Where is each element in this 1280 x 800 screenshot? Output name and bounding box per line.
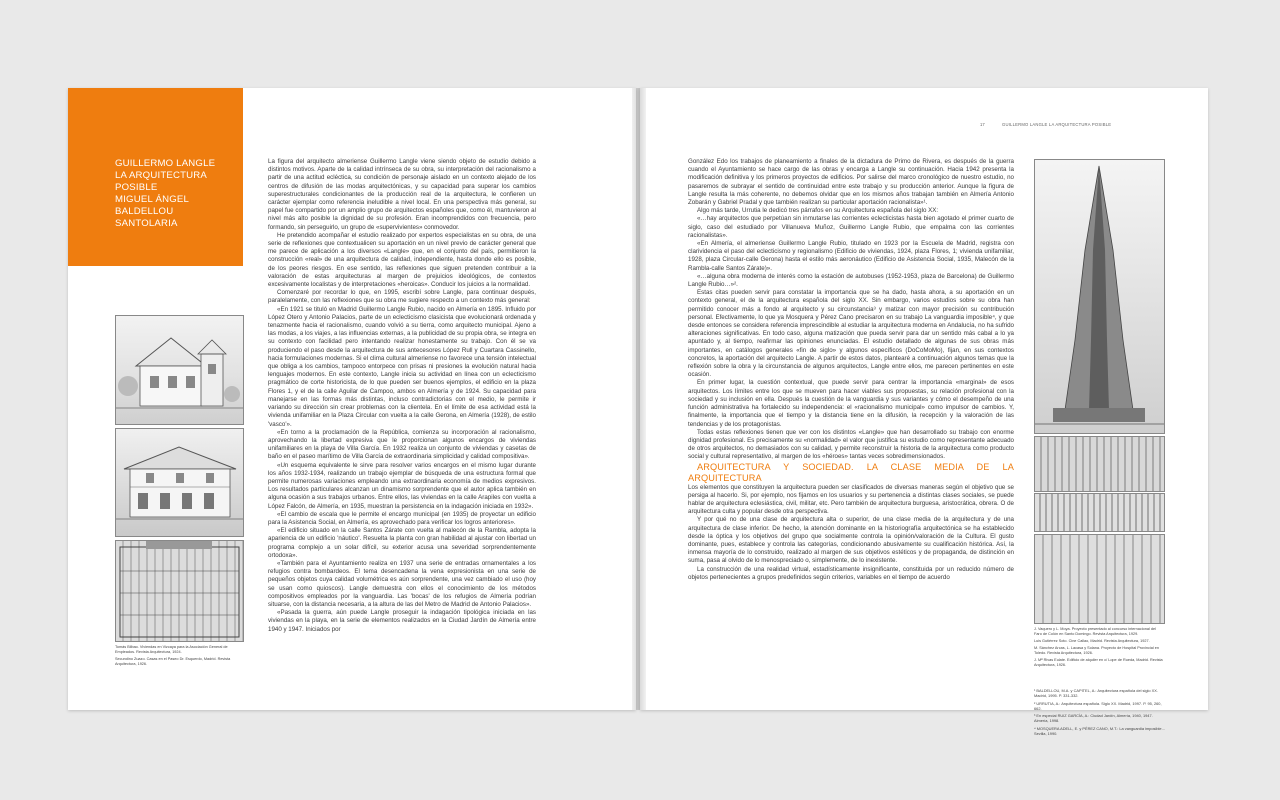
footnote: ⁴ MOSQUERA ADELL, E. y PÉREZ CANO, M.T.: La vanguardia imposible… Sevilla, 1990. [1034, 725, 1166, 736]
caption: Luis Gutiérrez Soto. Cine Callao, Madrid. Revista Arquitectura, 1927. [1034, 639, 1150, 643]
paragraph: González Edo los trabajos de planeamiento a finales de la dictadura de Primo de Rivera, es después de la guerra cuando el Ayuntamiento se hace cargo de las obras y encarga a Langle su continuación. Hacia 1942 presenta la modificación definitiva y los primeros proyectos de edificios. Por salirse del marco cronológico de nuestro estudio, no pasaremos de subrayar el sentido de continuidad entre este trabajo y su producción anterior. Aunque la figura de Langle resulta la más coherente, no debemos olvidar que en los mismos años trabajan también en Almería Antonio Zobarán y Gabriel Pradal y que también realizan su particular aportación racionalista»¹. [688, 158, 1014, 207]
right-body-text [688, 158, 1014, 582]
author-line: SANTOLARIA [115, 218, 178, 229]
illustration-hospital-toledo [1034, 493, 1165, 532]
paragraph: Y por qué no de una clase de arquitectura alta o superior, de una clase media de la arquitectura y de una arquitectura de clase inferior. De hecho, la atención dominante en la historiografía arquitectónica se ha establecido desde la óptica y los objetivos del grupo que socialmente controla la opinión/valoración de la Cultura. El gusto dominante, pues, establece y controla las categorías, condicionando abusivamente su cualificación histórica. Así, la inmensa mayoría de lo construido, realizado al margen de sus objetivos estéticos y de propaganda, de distinción en suma, pasa al olvido de lo menospreciado o, simplemente, de lo inexistente. [688, 516, 1014, 565]
footnote: ² URRUTIA, A.: Arquitectura española. Siglo XX. Madrid, 1997. P. 95, 260, 662. [1034, 700, 1162, 711]
paragraph: «…hay arquitectos que perpetúan sin inmutarse las corrientes eclecticistas hasta bien agotado el primer cuarto de siglo, caso del estudiado por Villanueva Muñoz, Guillermo Langle Rubio, que empalma con las corrientes racionalistas». [688, 215, 1014, 239]
title-block [68, 88, 243, 266]
paragraph: He pretendido acompañar el estudio realizado por expertos especialistas en su obra, de una serie de reflexiones que contextualicen su aportación en un nivel previo de carácter general que me parece de aplicación a los diversos «Langle» que, en el conjunto del país, permitieron la construcción «real» de una arquitectura de calidad, independiente, hasta donde ello es posible, de los peores riesgos. En ese sentido, las reflexiones que siguen pretenden contribuir a la valoración de estas arquitecturas al margen de prejuicios ideológicos, de contextos excesivamente localistas y de interpretaciones «heroicas». Conducir los juicios a la normalidad. [268, 231, 536, 289]
left-page [68, 88, 636, 710]
paragraph: Estas citas pueden servir para constatar la importancia que se ha dado, hasta ahora, a su aportación en un contexto general, el de la arquitectura española del siglo XX. Sin embargo, varios estudios sobre su obra han permitido conocer más a fondo al arquitecto y su circunstancia³ y matizar con mayor precisión su contribución personal. Efectivamente, lo que ya Mosquera y Pérez Cano precisaron en su trabajo La vanguardia imposible⁴, y que desde entonces se considera referencia imprescindible al estudiar la arquitectura moderna en Andalucía, no ha sufrido alteraciones significativas. En todo caso, alguna matización que pueda servir para dar un sentido más cabal a lo ya apuntado y, al tiempo, reafirmar las opiniones enunciadas. El estudio detallado de algunas de sus obras más importantes, en catálogos generales «fin de siglo» y algunos específicos (DoCoMoMo), fijan, en sus contextos concretos, la aportación del arquitecto Langle. A partir de estos datos, plantearé a continuación algunos temas que la reflexión sobre la obra y la circunstancia de algunos arquitectos, Langle entre ellos, me parecen pertinentes en este ocasión. [688, 289, 1014, 379]
caption: Tomás Bilbao. Viviendas en Vizcaya para la Asociación General de Empleados. Revista Arquitectura, 1924. [115, 645, 228, 654]
paragraph: «En 1921 se tituló en Madrid Guillermo Langle Rubio, nacido en Almería en 1895. Influido por López Otero y Antonio Palacios, parte de un eclecticismo clasicista que evolucionará ordenada y tenazmente hacia el racionalismo, cuando volvió a su tierra, como arquitecto municipal. Ajeno a las modas, a los viajes, a las influencias externas, a la publicidad de su propia obra, se integra en su contexto con facilidad pero intentando realizar honestamente su trabajo. Con él se va produciendo el paso desde la arquitectura de sus antecesores López Rull y Cuartara Cassinello, hacia formulaciones modernas. Si el clima cultural almeriense no favorece una tensión intelectual que obliga a los cambios, tampoco entorpece con prisas ni presiones la evolución natural hacia lenguajes modernos. En este contexto, Langle inicia su actividad en línea con un eclecticismo pragmático de corte historicista, de lo que pueden ser buenos ejemplos, el edificio en la plaza Flores 1, y el de la calle Aguilar de Campoo, ambos en Almería y de 1924. Su capacidad para manejarse en las formas más distintas, incluso contradictorias con el medio, le permite ir variando su dirección sin crear problemas con la clientela. En el límite de esa actividad está la vivienda unifamiliar en la Plaza Circular con vuelta a la calle Gerona, en Almería (1928), de estilo 'vasco'». [268, 305, 536, 428]
building-facade-icon [116, 541, 243, 641]
illustration-edificio-alquiler [1034, 534, 1165, 624]
footnote: ¹ BALDELLOU, M.A. y CAPITEL, A.: Arquitectura española del siglo XX. Madrid, 1995. P. 331-332. [1034, 688, 1158, 698]
house-drawing-icon [116, 316, 243, 424]
paragraph: La construcción de una realidad virtual, estadísticamente insignificante, constituida por un reducido número de objetos pertenecientes a grupos predefinidos según criterios, variables en el tiempo de acuerdo [688, 565, 1014, 581]
paragraph: Los elementos que constituyen la arquitectura pueden ser clasificados de diversas maneras según el objetivo que se persiga al hacerlo. Si, por ejemplo, nos fijamos en los usuarios y su pertenencia a distintas clases sociales, se puede hablar de arquitectura eclesiástica, civil, militar, etc. Pero también de arquitectura burguesa, aristocrática, obrera. O de arquitectura culta y popular desde otra perspectiva. [688, 483, 1014, 516]
running-header: GUILLERMO LANGLE LA ARQUITECTURA POSIBLE [1002, 122, 1112, 127]
paragraph: Todas estas reflexiones tienen que ver con los distintos «Langle» que han desarrollado su trabajo con enorme dignidad profesional. Es precisamente su «normalidad» el valor que justifica su estudio como representante adecuado de otros arquitectos, no demasiados con su calidad, y permite reconstruir la historia de la arquitectura como producto social y cultural representativo, al margen de los «héroes» tantas veces sobredimensionados. [688, 428, 1014, 461]
author-line: MIGUEL ÁNGEL BALDELLOU [115, 194, 189, 217]
page-number: 17 [980, 122, 985, 127]
paragraph: «También para el Ayuntamiento realiza en 1937 una serie de entradas ornamentales a los refugios contra bombardeos. El tema desencadena la vena expresionista en una serie de pequeños objetos cuya calidad volumétrica es aún sorprendente, una vez cambiado el uso (hoy se usan como quioscos). Langle demuestra con ellos el conocimiento de los métodos compositivos empleados por la vanguardia. Las 'bocas' de los refugios de Almería podrían situarse, con la distancia necesaria, a la altura de las del Metro de Madrid de Antonio Palacios». [268, 559, 536, 608]
paragraph: «En torno a la proclamación de la República, comienza su incorporación al racionalismo, aprovechando la libertad expresiva que le proporcionan algunos encargos de viviendas unifamiliares en la playa de Villa García. En 1932 realiza un conjunto de viviendas y casetas de baño en el paseo marítimo de Villa García de extraordinaria simplicidad y calidad compositiva». [268, 428, 536, 461]
caption: M. Sánchez Arcas, L. Lacasa y Solana. Proyecto de Hospital Provincial en Toledo. Revista Arquitectura, 1926. [1034, 646, 1159, 655]
illustration-apartment-building [115, 540, 244, 642]
title-line: LA ARQUITECTURA POSIBLE [115, 170, 207, 193]
paragraph: «El cambio de escala que le permite el encargo municipal (en 1935) de proyectar un edificio para la Asistencia Social, en Almería, es aprovechado para verificar los logros anteriores». [268, 510, 536, 526]
book-gutter [632, 88, 646, 710]
paragraph: «Un esquema equivalente le sirve para resolver varios encargos en el mismo lugar durante los años 1932-1934, realizando un trabajo ejemplar de búsqueda de una estructura formal que permite numerosas variaciones empleando una extraordinaria economía de medios expresivos. Los resultados particulares alcanzan un dinamismo sorprendente que el autor aplica también en alguna ocasión a sus trabajos urbanos. Entre ellos, las viviendas en la calle Arapiles con vuelta a López Falcón, de Almería, en 1935, muestran la persistencia en la indagación iniciada en 1932». [268, 461, 536, 510]
illustration-house-esquerdo [115, 428, 244, 537]
left-captions [115, 645, 243, 669]
villa-drawing-icon [116, 429, 243, 536]
illustration-faro-colon [1034, 159, 1165, 434]
footnote: ³ En especial RUIZ GARCÍA, A.: Ciudad Jardín, Almería, 1940, 1947. Almería, 1998. [1034, 713, 1153, 723]
paragraph: «Pasada la guerra, aún puede Langle proseguir la indagación tipológica iniciada en las viviendas en la playa, en la serie de elementos realizados en la Ciudad Jardín de Almería entre 1940 y 1947. Iniciados por [268, 609, 536, 633]
paragraph: «En Almería, el almeriense Guillermo Langle Rubio, titulado en 1923 por la Escuela de Madrid, registra con clarividencia el paso del eclecticismo y regionalismo (Edificio de viviendas, 1924, plaza Flores, 1; vivienda unifamiliar, 1928, plaza Circular-calle Gerona) hasta el estilo más aeronáutico (Edificio de Asistencia Social, 1935, Malecón de la Rambla-calle Santos Zárate)». [688, 240, 1014, 272]
paragraph: «El edificio situado en la calle Santos Zárate con vuelta al malecón de la Rambla, adopta la apariencia de un edificio 'náutico'. Resuelta la planta con gran habilidad al ajustar con libertad un programa complejo a un solar difícil, su exterior acusa una severidad sorprendentemente ortodoxa». [268, 527, 536, 559]
caption: Secundino Zuazo. Casas en el Paseo Dr. Esquerdo, Madrid. Revista Arquitectura, 1926. [115, 657, 231, 666]
right-page [640, 88, 1208, 736]
illustration-house-vizcaya [115, 315, 244, 425]
paragraph: En primer lugar, la cuestión contextual, que puede servir para centrar la importancia «marginal» de esos arquitectos. Los límites entre los que se mueven para hacer viables sus propuestas, su relación profesional con la sociedad y su inclusión en ella. Después la cuestión de la vanguardia y sus variantes y cómo el desempeño de una función administrativa ha fortalecido su independencia: el «racionalismo municipal» como impulsor de cambios. Y, finalmente, la importancia que el tiempo y la distancia tiene en la difusión, la recepción y la valoración de las tendencias y de los protagonistas. [688, 379, 1014, 428]
right-captions [1034, 627, 1164, 670]
paragraph: «…alguna obra moderna de interés como la estación de autobuses (1952-1953, plaza de Barcelona) de Guillermo Langle Rubio…»². [688, 272, 1014, 289]
section-heading: ARQUITECTURA Y SOCIEDAD. LA CLASE MEDIA DE LA ARQUITECTURA [688, 461, 1014, 483]
footnotes [1034, 688, 1166, 738]
paragraph: Comenzaré por recordar lo que, en 1995, escribí sobre Langle, para continuar después, paralelamente, con las reflexiones que su obra me sugiere respecto a un contexto más general: [268, 289, 536, 305]
caption: J. Vaquero y L. Moya. Proyecto presentado al concurso internacional del Faro de Colón en Santo Domingo. Revista Arquitectura, 1929. [1034, 627, 1156, 636]
illustration-cine-callao [1034, 436, 1165, 492]
tower-drawing-icon [1035, 160, 1164, 433]
caption: J. Mª Rivas Eulate. Edificio de alquiler en c/ Lope de Rueda, Madrid. Revista Arquitectura, 1926. [1034, 658, 1163, 667]
chapter-title [115, 158, 240, 230]
paragraph: La figura del arquitecto almeriense Guillermo Langle viene siendo objeto de estudio debido a distintos motivos. Aparte de la calidad intrínseca de su obra, su interpretación del racionalismo a partir de una actitud ecléctica, su condición de personaje aislado en un contexto alejado de los centros de difusión de las modas arquitectónicas, y su capacidad para superar los cambios superestructurales condicionantes de la producción real de la arquitectura, le confieren un carácter ejemplar como referencia ineludible a nivel local. En una perspectiva más general, su papel fue compartido por un amplio grupo de arquitectos españoles que, como él, mantuvieron al nivel más alto posible la dignidad de su profesión. Eran incomprendidos con frecuencia, pero formando, sin perseguirlo, un grupo de «supervivientes» conmovedor. [268, 158, 536, 231]
paragraph: Algo más tarde, Urrutia le dedicó tres párrafos en su Arquitectura española del siglo XX: [697, 207, 939, 215]
title-line: GUILLERMO LANGLE [115, 158, 216, 169]
left-body-text [268, 158, 536, 634]
